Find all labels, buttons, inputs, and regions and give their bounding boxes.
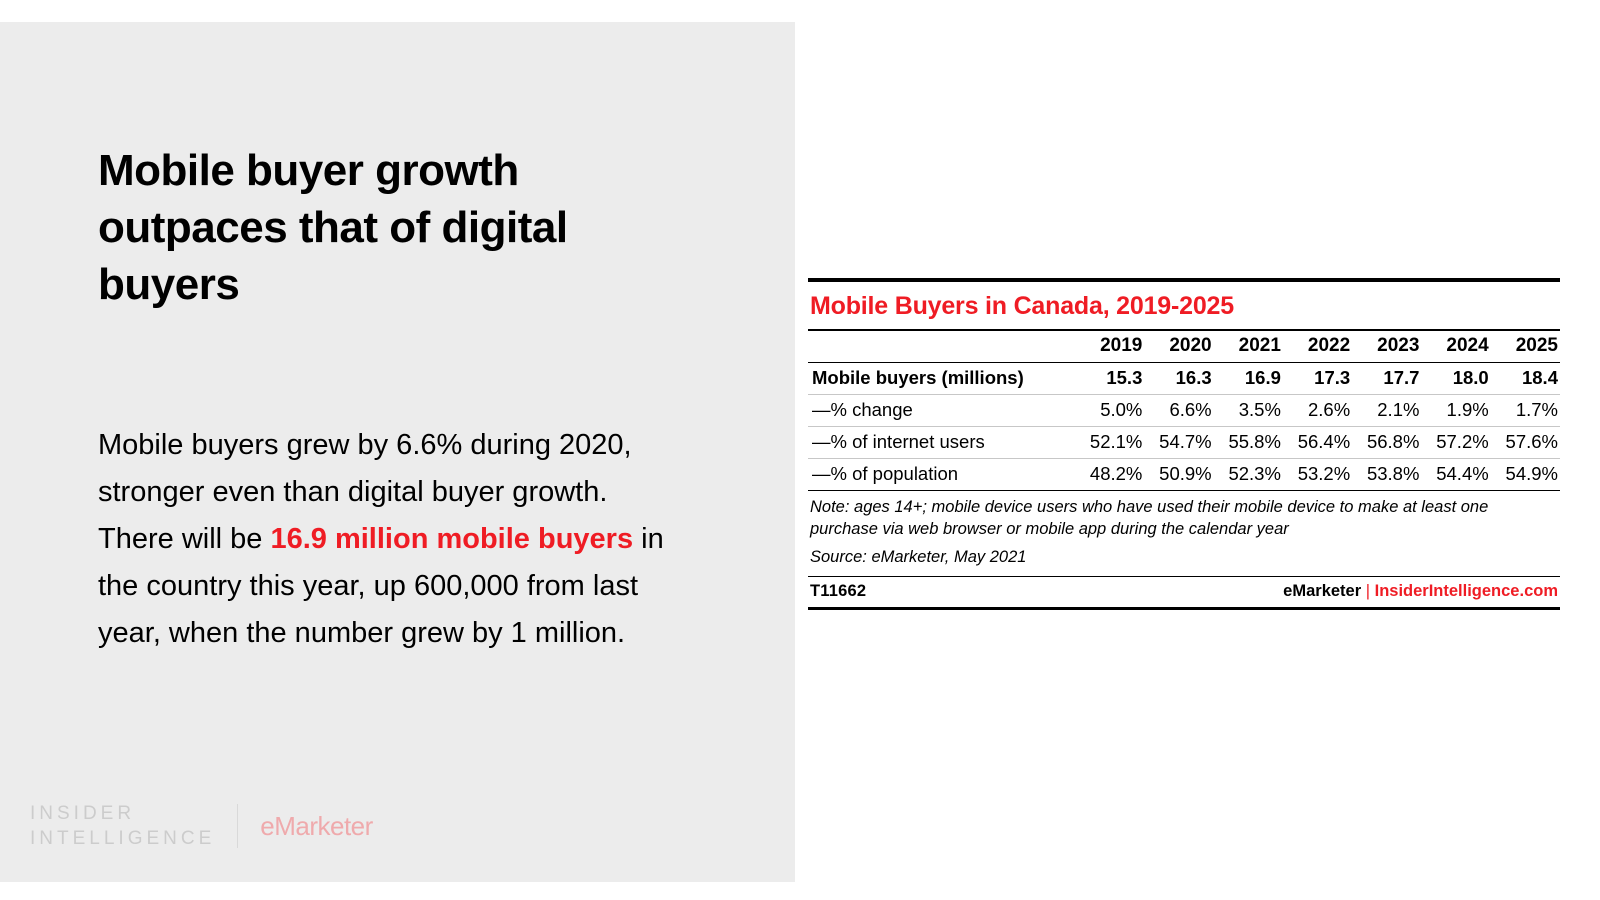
table-row xyxy=(808,363,1560,395)
table-cell: 1.7% xyxy=(1491,395,1560,427)
table-cell: 17.7 xyxy=(1352,363,1421,395)
table-note: Note: ages 14+; mobile device users who have used their mobile device to make at least one purchase via web browser or mobile app during the calendar year xyxy=(810,498,1489,538)
table-bottom-rule xyxy=(808,607,1560,610)
column-header: 2022 xyxy=(1283,330,1352,363)
footer-brand-separator: | xyxy=(1361,582,1375,601)
table-footer xyxy=(808,577,1560,607)
table-cell: 50.9% xyxy=(1144,459,1213,491)
table-cell: 53.8% xyxy=(1352,459,1421,491)
table-header-row xyxy=(808,330,1560,363)
table-row xyxy=(808,459,1560,491)
insider-intelligence-logo xyxy=(30,801,215,852)
chart-title: Mobile Buyers in Canada, 2019-2025 xyxy=(810,292,1234,320)
table-cell: 17.3 xyxy=(1283,363,1352,395)
column-header: 2020 xyxy=(1144,330,1213,363)
insider-logo-line-1: INSIDER xyxy=(30,802,136,824)
table-cell: 53.2% xyxy=(1283,459,1352,491)
column-header: 2024 xyxy=(1421,330,1490,363)
table-cell: 5.0% xyxy=(1075,395,1144,427)
table-header xyxy=(808,330,1560,363)
table-cell: 57.6% xyxy=(1491,427,1560,459)
insider-logo-line-2: INTELLIGENCE xyxy=(30,828,216,850)
table-cell: 52.3% xyxy=(1214,459,1283,491)
table-cell: 56.4% xyxy=(1283,427,1352,459)
table-cell: 2.1% xyxy=(1352,395,1421,427)
table-row xyxy=(808,395,1560,427)
table-cell: 54.7% xyxy=(1144,427,1213,459)
body-text-part-2: in the country this year, up 600,000 from last year, when the number grew by 1 million. xyxy=(98,522,664,649)
body-paragraph xyxy=(98,422,688,657)
table-cell: 16.9 xyxy=(1214,363,1283,395)
table-cell: 57.2% xyxy=(1421,427,1490,459)
body-text-part-1: Mobile buyers grew by 6.6% during 2020, stronger even than digital buyer growth. There will be xyxy=(98,429,632,555)
table-cell: 52.1% xyxy=(1075,427,1144,459)
table-cell: 2.6% xyxy=(1283,395,1352,427)
column-header: 2023 xyxy=(1352,330,1421,363)
table-id: T11662 xyxy=(810,582,867,601)
row-label: —% change xyxy=(808,395,1075,427)
table-corner-header xyxy=(808,330,1075,363)
page-title: Mobile buyer growth outpaces that of digital buyers xyxy=(98,146,568,310)
row-label: —% of internet users xyxy=(808,427,1075,459)
left-content-panel xyxy=(0,22,795,882)
row-label: Mobile buyers (millions) xyxy=(808,363,1075,395)
footer-brand-url[interactable]: InsiderIntelligence.com xyxy=(1374,582,1558,601)
table-cell: 55.8% xyxy=(1214,427,1283,459)
table-cell: 1.9% xyxy=(1421,395,1490,427)
table-row xyxy=(808,427,1560,459)
table-cell: 48.2% xyxy=(1075,459,1144,491)
table-cell: 18.0 xyxy=(1421,363,1490,395)
row-label: —% of population xyxy=(808,459,1075,491)
brand-logo xyxy=(30,801,373,852)
column-header: 2025 xyxy=(1491,330,1560,363)
column-header: 2019 xyxy=(1075,330,1144,363)
table-cell: 54.4% xyxy=(1421,459,1490,491)
logo-divider xyxy=(237,804,238,848)
column-header: 2021 xyxy=(1214,330,1283,363)
footer-brand-emarketer: eMarketer xyxy=(1283,582,1362,601)
table-cell: 3.5% xyxy=(1214,395,1283,427)
table-body xyxy=(808,363,1560,491)
table-cell: 6.6% xyxy=(1144,395,1213,427)
body-highlight: 16.9 million mobile buyers xyxy=(270,522,634,555)
table-cell: 16.3 xyxy=(1144,363,1213,395)
table-cell: 18.4 xyxy=(1491,363,1560,395)
table-cell: 54.9% xyxy=(1491,459,1560,491)
emarketer-logo: eMarketer xyxy=(260,810,373,841)
table-source: Source: eMarketer, May 2021 xyxy=(810,547,1027,566)
footer-brand xyxy=(1283,582,1558,601)
data-table xyxy=(808,329,1560,491)
table-cell: 15.3 xyxy=(1075,363,1144,395)
table-cell: 56.8% xyxy=(1352,427,1421,459)
data-table-card xyxy=(808,278,1560,610)
